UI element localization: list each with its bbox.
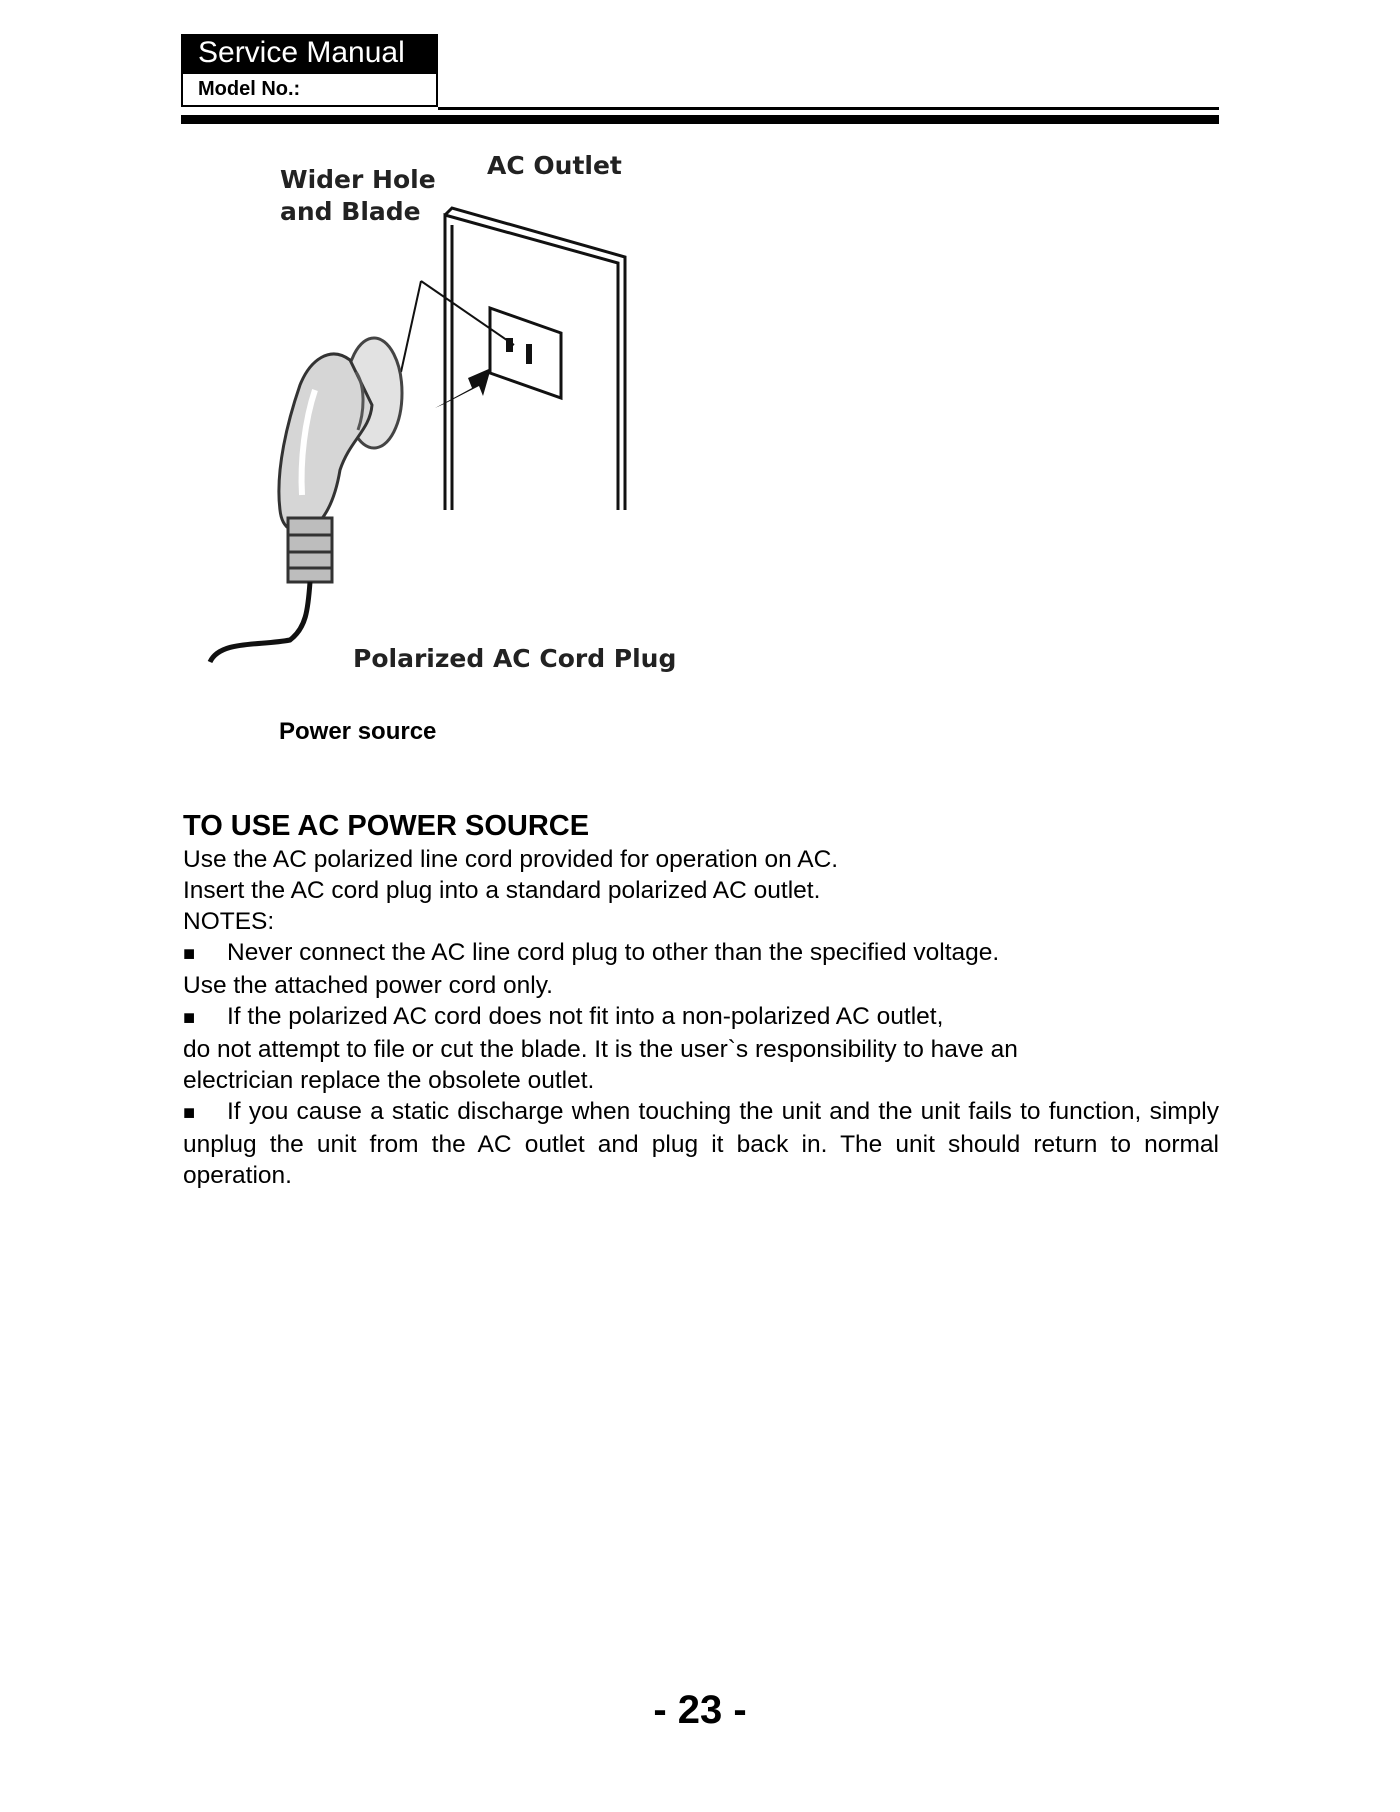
figure-caption: Power source bbox=[279, 718, 437, 745]
note-1 bbox=[183, 937, 1219, 970]
header-rule-thick bbox=[181, 115, 1219, 124]
header-rule-thin bbox=[438, 107, 1219, 110]
notes-label: NOTES: bbox=[183, 908, 275, 935]
label-polarized-plug: Polarized AC Cord Plug bbox=[353, 644, 677, 673]
model-number-label: Model No.: bbox=[181, 72, 438, 107]
page-number: - 23 - bbox=[653, 1688, 747, 1732]
bullet-icon: ■ bbox=[183, 1007, 196, 1029]
label-and-blade: and Blade bbox=[280, 197, 421, 226]
label-ac-outlet: AC Outlet bbox=[487, 151, 622, 180]
note-1-text: Never connect the AC line cord plug to other than the specified voltage. bbox=[227, 939, 1000, 966]
bullet-icon: ■ bbox=[183, 1102, 196, 1124]
note-1-continuation: Use the attached power cord only. bbox=[183, 972, 553, 999]
insert-arrow-icon bbox=[435, 368, 491, 408]
plug-icon bbox=[279, 338, 402, 582]
note-2-continuation-1: do not attempt to file or cut the blade. It is the user`s responsibility to have an bbox=[183, 1036, 1018, 1063]
note-2-text: If the polarized AC cord does not fit into a non-polarized AC outlet, bbox=[227, 1003, 944, 1030]
ac-power-section bbox=[183, 808, 1219, 1191]
label-wider-hole: Wider Hole bbox=[280, 165, 436, 194]
instruction-line-2: Insert the AC cord plug into a standard polarized AC outlet. bbox=[183, 877, 821, 904]
header-title: Service Manual bbox=[181, 34, 438, 72]
note-3-text: If you cause a static discharge when touching the unit and the unit fails to function, simply unplug the unit from the AC outlet and plug it back in. The unit should return to normal operation. bbox=[183, 1098, 1219, 1189]
bullet-icon: ■ bbox=[183, 943, 196, 965]
section-heading: TO USE AC POWER SOURCE bbox=[183, 810, 590, 842]
ac-outlet-illustration bbox=[200, 140, 680, 690]
power-cord bbox=[210, 582, 310, 662]
instruction-line-1: Use the AC polarized line cord provided for operation on AC. bbox=[183, 846, 839, 873]
note-2 bbox=[183, 1001, 1219, 1034]
outlet-receptacle bbox=[490, 308, 561, 398]
note-2-continuation-2: electrician replace the obsolete outlet. bbox=[183, 1067, 595, 1094]
note-3 bbox=[183, 1096, 1219, 1191]
